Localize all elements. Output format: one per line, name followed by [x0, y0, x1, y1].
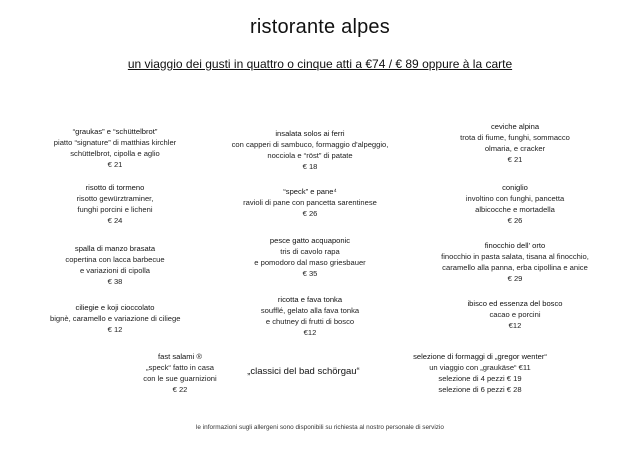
dish-description: cacao e porcini [489, 310, 541, 319]
dish-description: schüttelbrot, cipolla e aglio [70, 149, 160, 158]
dish-price: € 35 [302, 269, 318, 278]
dish-description: albicocche e mortadella [475, 205, 555, 214]
dish-name: “speck” e pane⁴ [283, 187, 337, 196]
dish-ciliegie [50, 302, 180, 335]
dish-description: con capperi di sambuco, formaggio d'alpeggio, [231, 140, 389, 149]
dish-description: funghi porcini e licheni [77, 205, 153, 214]
dish-description: soufflé, gelato alla fava tonka [260, 306, 360, 315]
dish-name: finocchio dell' orto [484, 241, 546, 250]
dish-pesce-gatto [215, 235, 405, 279]
menu-subtitle: un viaggio dei gusti in quattro o cinque atti a €74 / € 89 oppure à la carte [127, 57, 513, 71]
dish-description: con le sue guarnizioni [143, 374, 217, 383]
dish-name: fast salami ® [158, 352, 202, 361]
dish-price: € 12 [107, 325, 123, 334]
dish-price: € 24 [107, 216, 123, 225]
dish-price: € 38 [107, 277, 123, 286]
dish-finocchio [440, 240, 590, 284]
dish-description: un viaggio con „graukäse“ €11 [429, 363, 531, 372]
dish-name: selezione di formaggi di „gregor wenter“ [413, 352, 547, 361]
dish-spalla [50, 243, 180, 287]
dish-name: insalata solos ai ferri [275, 129, 345, 138]
dish-price: € 26 [507, 216, 523, 225]
dish-description: trota di fiume, funghi, sommacco [460, 133, 570, 142]
dish-name: coniglio [502, 183, 528, 192]
dish-price: € 21 [507, 155, 523, 164]
dish-ricotta [215, 294, 405, 338]
dish-risotto [50, 182, 180, 226]
dish-name: ibisco ed essenza del bosco [467, 299, 563, 308]
cheese-selection [385, 351, 575, 395]
dish-description: selezione di 6 pezzi € 28 [438, 385, 522, 394]
dish-fast-salami [120, 351, 240, 395]
dish-name: “graukas” e “schüttelbrot” [72, 127, 158, 136]
dish-description: risotto gewürztraminer, [76, 194, 154, 203]
dish-description: involtino con funghi, pancetta [465, 194, 565, 203]
dish-description: „speck“ fatto in casa [146, 363, 214, 372]
dish-price: € 22 [172, 385, 188, 394]
dish-price: €12 [303, 328, 317, 337]
dish-description: nocciola e “röst” di patate [267, 151, 353, 160]
dish-description: copertina con lacca barbecue [65, 255, 165, 264]
classici-heading: „classici del bad schörgau“ [247, 366, 360, 377]
dish-description: caramello alla panna, erba cipollina e anice [442, 263, 588, 272]
dish-name: ceviche alpina [490, 122, 540, 131]
restaurant-title: ristorante alpes [250, 16, 390, 38]
dish-ibisco [440, 298, 590, 331]
dish-graukas [50, 126, 180, 170]
dish-name: pesce gatto acquaponic [269, 236, 351, 245]
dish-name: risotto di tormeno [85, 183, 145, 192]
dish-description: tris di cavolo rapa [280, 247, 340, 256]
dish-price: € 18 [302, 162, 318, 171]
dish-description: selezione di 4 pezzi € 19 [438, 374, 522, 383]
dish-name: ricotta e fava tonka [277, 295, 343, 304]
dish-name: spalla di manzo brasata [74, 244, 156, 253]
dish-description: olmaria, e cracker [484, 144, 546, 153]
dish-description: finocchio in pasta salata, tisana al finocchio, [441, 252, 589, 261]
dish-description: e variazioni di cipolla [79, 266, 151, 275]
dish-speck-pane [215, 186, 405, 219]
dish-description: bignè, caramello e variazione di ciliege [50, 314, 181, 323]
dish-description: e chutney di frutti di bosco [265, 317, 355, 326]
dish-price: €12 [508, 321, 522, 330]
dish-ceviche [440, 121, 590, 165]
dish-description: piatto “signature” di matthias kirchler [53, 138, 177, 147]
dish-name: ciliegie e koji cioccolato [75, 303, 155, 312]
allergen-notice: le informazioni sugli allergeni sono disponibili su richiesta al nostro personale di servizio [196, 424, 444, 431]
dish-price: € 21 [107, 160, 123, 169]
dish-insalata [215, 128, 405, 172]
dish-price: € 26 [302, 209, 318, 218]
dish-coniglio [440, 182, 590, 226]
dish-price: € 29 [507, 274, 523, 283]
dish-description: e pomodoro dal maso griesbauer [254, 258, 366, 267]
dish-description: ravioli di pane con pancetta sarentinese [243, 198, 377, 207]
